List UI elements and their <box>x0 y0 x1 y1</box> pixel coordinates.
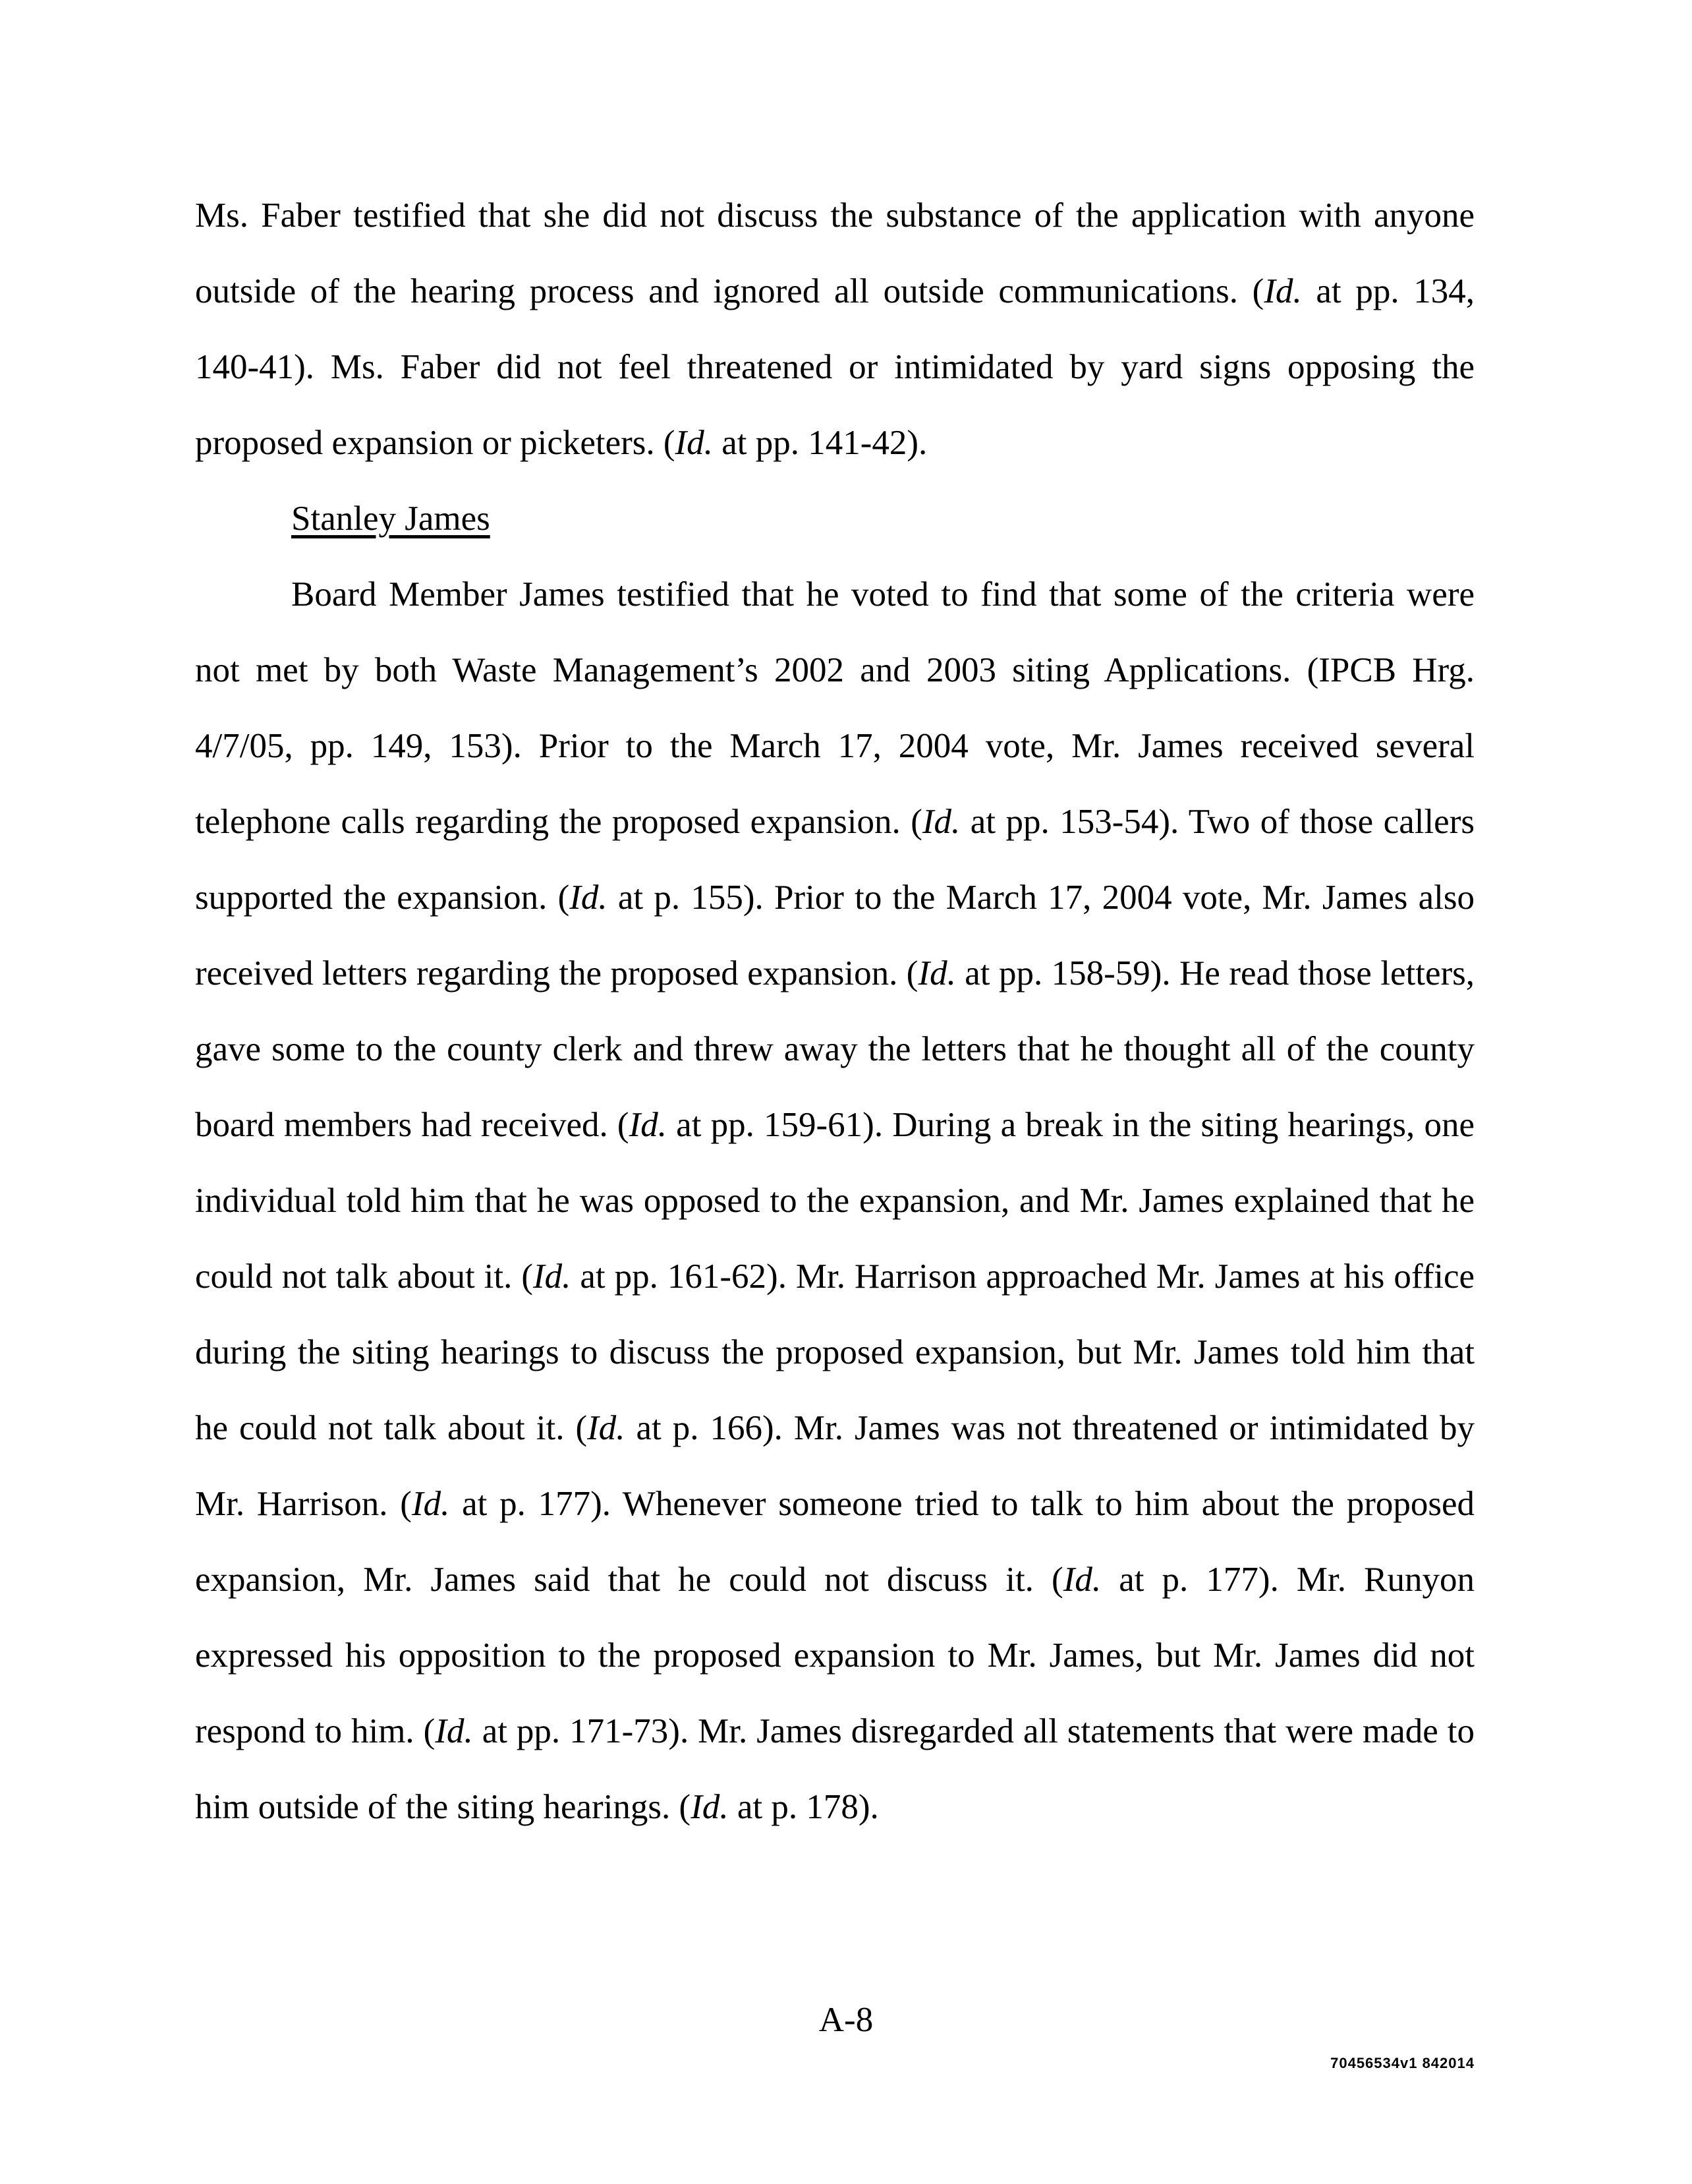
citation-id: Id. <box>435 1712 473 1750</box>
citation-id: Id. <box>1264 272 1302 310</box>
text-run: at pp. 161-62). Mr. Harrison approached Mr. James at his office during the siting hearings to discuss the proposed expansion, but Mr. James told him that he could not talk about it. ( <box>195 1257 1475 1447</box>
text-run: at p. 155). Prior to the March 17, 2004 vote, Mr. James also received letters regarding the proposed expansion. ( <box>195 878 1475 992</box>
text-run: Board Member James testified that he voted to find that some of the criteria were not met by both Waste Management’s 2002 and 2003 siting Applications. (IPCB Hrg. 4/7/05, pp. 149, 153). Prior to the March 17, 2004 vote, Mr. James received several telephone calls regarding the proposed expansion. ( <box>195 575 1475 841</box>
section-heading-stanley-james: Stanley James <box>291 500 490 538</box>
citation-id: Id. <box>587 1409 625 1447</box>
text-run: at p. 178). <box>728 1788 879 1826</box>
text-run: Ms. Faber testified that she did not discuss the substance of the application with anyone outside of the hearing process and ignored all outside communications. ( <box>195 196 1475 310</box>
text-run: at p. 177). Whenever someone tried to talk to him about the proposed expansion, Mr. James said that he could not discuss it. ( <box>195 1485 1475 1599</box>
citation-id: Id. <box>629 1106 667 1144</box>
text-run: at pp. 158-59). He read those letters, gave some to the county clerk and threw away the letters that he thought all of the county board members had received. ( <box>195 954 1475 1144</box>
text-run: at p. 177). Mr. Runyon expressed his opposition to the proposed expansion to Mr. James, but Mr. James did not respond to him. ( <box>195 1561 1475 1750</box>
text-run: at pp. 134, 140-41). Ms. Faber did not feel threatened or intimidated by yard signs opposing the proposed expansion or picketers. ( <box>195 272 1475 462</box>
citation-id: Id. <box>411 1485 450 1523</box>
body-text <box>195 178 1475 1845</box>
page-number: A-8 <box>818 2001 874 2039</box>
citation-id: Id. <box>691 1788 729 1826</box>
citation-id: Id. <box>533 1257 571 1296</box>
paragraph-james-testimony <box>195 557 1475 1845</box>
citation-id: Id. <box>569 878 607 917</box>
text-run: at pp. 159-61). During a break in the siting hearings, one individual told him that he was opposed to the expansion, and Mr. James explained that he could not talk about it. ( <box>195 1106 1475 1296</box>
citation-id: Id. <box>922 803 961 841</box>
text-run: at pp. 153-54). Two of those callers supported the expansion. ( <box>195 803 1475 917</box>
text-run: at pp. 171-73). Mr. James disregarded all statements that were made to him outside of the siting hearings. ( <box>195 1712 1475 1826</box>
paragraph-faber-testimony <box>195 178 1475 481</box>
citation-id: Id. <box>1063 1561 1102 1599</box>
text-run: at p. 166). Mr. James was not threatened or intimidated by Mr. Harrison. ( <box>195 1409 1475 1523</box>
text-run: at pp. 141-42). <box>712 424 928 462</box>
document-id: 70456534v1 842014 <box>1330 2055 1475 2071</box>
citation-id: Id. <box>918 954 956 992</box>
citation-id: Id. <box>675 424 713 462</box>
